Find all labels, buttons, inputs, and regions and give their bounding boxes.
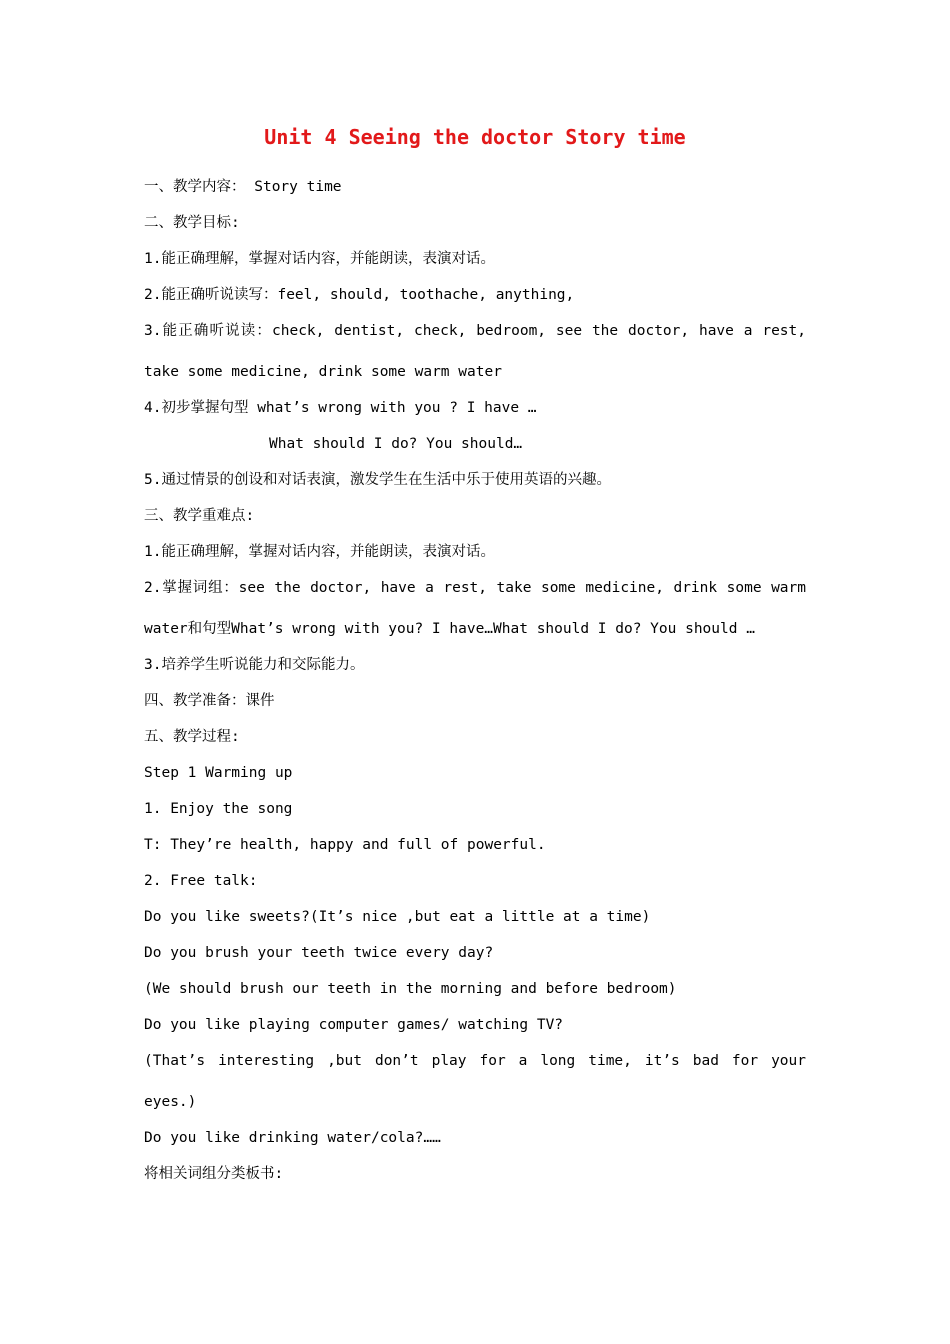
key-point-3: 3.培养学生听说能力和交际能力。 — [144, 657, 365, 673]
goal-item-3-continued: take some medicine, drink some warm water — [144, 364, 502, 380]
key-point-1: 1.能正确理解，掌握对话内容，并能朗读，表演对话。 — [144, 544, 495, 560]
free-talk-answer-2: (We should brush our teeth in the morning and before bedroom) — [144, 981, 677, 997]
free-talk-question-1: Do you like sweets?(It’s nice ,but eat a little at a time) — [144, 909, 651, 925]
section-teaching-goals-heading: 二、教学目标: — [144, 215, 240, 231]
free-talk-answer-3-continued: eyes.) — [144, 1094, 197, 1110]
goal-item-4: 4.初步掌握句型 what’s wrong with you ? I have … — [144, 400, 537, 416]
key-point-2-continued: water和句型What’s wrong with you? I have…What should I do? You should … — [144, 621, 755, 637]
free-talk-question-2: Do you brush your teeth twice every day? — [144, 945, 494, 961]
step-1-item-2: 2. Free talk: — [144, 873, 258, 889]
section-preparation: 四、教学准备：课件 — [144, 693, 275, 709]
step-1-heading: Step 1 Warming up — [144, 765, 293, 781]
goal-item-5: 5.通过情景的创设和对话表演，激发学生在生活中乐于使用英语的兴趣。 — [144, 472, 611, 488]
board-note: 将相关词组分类板书: — [144, 1166, 284, 1182]
free-talk-question-4: Do you like drinking water/cola?…… — [144, 1130, 441, 1146]
goal-item-4-continued: What should I do? You should… — [269, 436, 523, 452]
key-point-2: 2.掌握词组：see the doctor, have a rest, take some medicine, drink some warm — [144, 580, 806, 596]
goal-item-1: 1.能正确理解，掌握对话内容，并能朗读，表演对话。 — [144, 251, 495, 267]
section-teaching-content: 一、教学内容： Story time — [144, 179, 342, 195]
free-talk-answer-3: (That’s interesting ,but don’t play for a long time, it’s bad for your — [144, 1053, 806, 1069]
free-talk-question-3: Do you like playing computer games/ watching TV? — [144, 1017, 564, 1033]
section-key-points-heading: 三、教学重难点: — [144, 508, 255, 524]
goal-item-2: 2.能正确听说读写：feel, should, toothache, anything, — [144, 287, 575, 303]
document-title: Unit 4 Seeing the doctor Story time — [264, 125, 686, 149]
step-1-item-1: 1. Enjoy the song — [144, 801, 293, 817]
teacher-line: T: They’re health, happy and full of powerful. — [144, 837, 546, 853]
section-process-heading: 五、教学过程: — [144, 729, 240, 745]
goal-item-3: 3.能正确听说读：check, dentist, check, bedroom, see the doctor, have a rest, — [144, 323, 806, 339]
